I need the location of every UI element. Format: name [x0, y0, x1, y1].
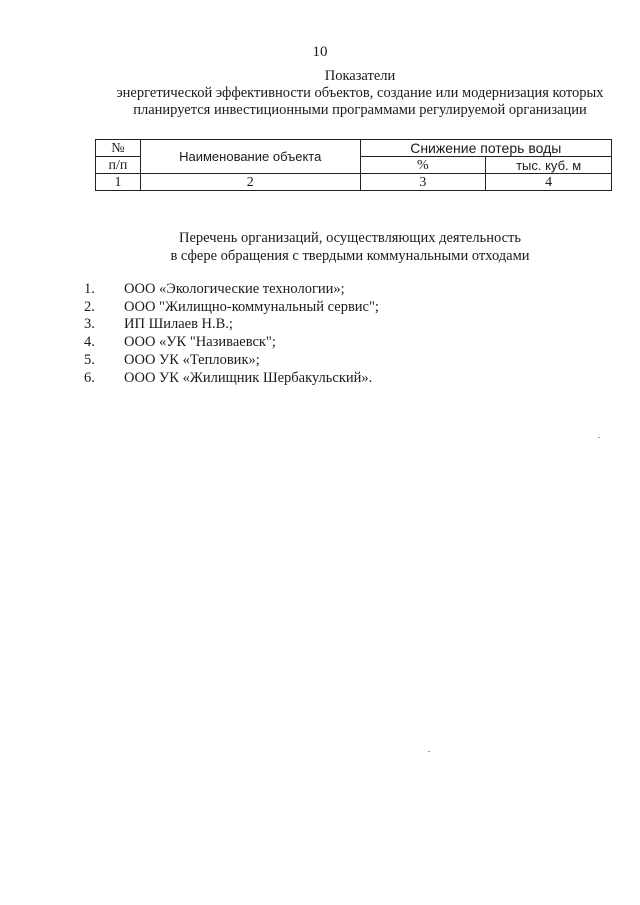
- scan-speck: [598, 437, 600, 438]
- scan-speck: [428, 751, 430, 752]
- heading-line-3: планируется инвестиционными программами регулируемой организации: [133, 102, 587, 118]
- header-num-cell-2: [96, 157, 141, 174]
- list-item-number: 4.: [84, 334, 95, 351]
- list-item-number: 6.: [84, 369, 95, 386]
- list-item: [84, 281, 379, 299]
- table-row: [96, 174, 612, 191]
- list-item-text: ООО «УК "Називаевск";: [124, 334, 276, 351]
- table-heading: [60, 68, 640, 119]
- page-number: 10: [312, 44, 328, 60]
- list-item-number: 5.: [84, 351, 95, 368]
- heading-line-1: Показатели: [324, 68, 396, 84]
- header-num-line-2: п/п: [108, 157, 128, 173]
- index-cell-2: 2: [140, 174, 360, 191]
- list-item-text: ООО УК «Жилищник Шербакульский».: [124, 369, 373, 386]
- list-item: [84, 352, 379, 370]
- header-name-cell: Наименование объекта: [140, 140, 360, 174]
- list-item-text: ООО «Экологические технологии»;: [124, 281, 345, 297]
- list-item: [84, 299, 379, 317]
- index-cell-1: 1: [96, 174, 141, 191]
- list-item-text: ООО УК «Тепловик»;: [124, 351, 260, 368]
- list-item: [84, 334, 379, 352]
- list-heading-line-1: Перечень организаций, осуществляющих деятельность: [179, 230, 521, 246]
- list-heading: [60, 229, 640, 265]
- index-cell-3: 3: [360, 174, 486, 191]
- header-num-line-1: №: [111, 140, 125, 156]
- list-item-number: 2.: [84, 298, 95, 315]
- organizations-list: [84, 281, 379, 387]
- list-item: [84, 316, 379, 334]
- list-item-number: 3.: [84, 316, 95, 333]
- heading-line-2: энергетической эффективности объектов, создание или модернизация которых: [116, 85, 604, 101]
- index-cell-4: 4: [486, 174, 612, 191]
- list-item: [84, 370, 379, 388]
- list-item-text: ИП Шилаев Н.В.;: [124, 316, 233, 333]
- list-item-text: ООО "Жилищно-коммунальный сервис";: [124, 298, 379, 315]
- header-num-cell: [96, 140, 141, 157]
- indicators-table: [95, 139, 612, 191]
- header-water-loss-cell: Снижение потерь воды: [360, 140, 611, 157]
- header-volume-cell: тыс. куб. м: [486, 157, 612, 174]
- list-heading-line-2: в сфере обращения с твердыми коммунальными отходами: [170, 248, 530, 264]
- header-percent-cell: %: [360, 157, 486, 174]
- list-item-number: 1.: [84, 281, 95, 297]
